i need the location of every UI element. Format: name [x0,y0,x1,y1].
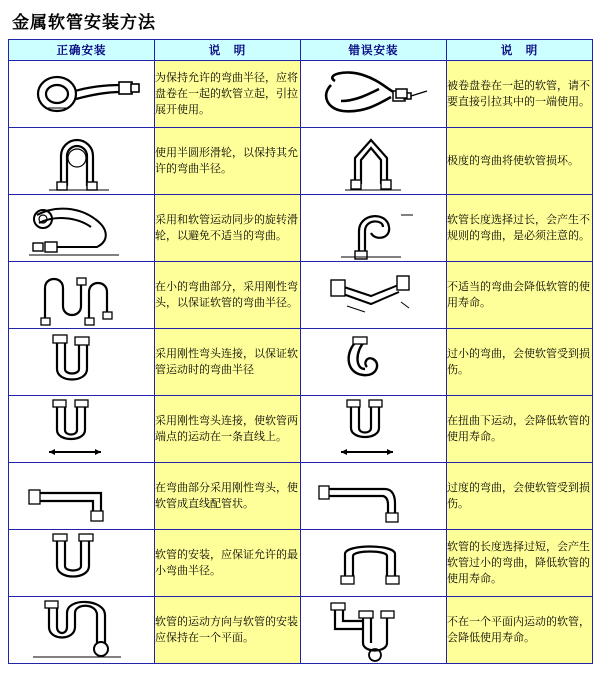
too-small-bend-icon [301,329,447,396]
out-of-plane-motion-diagram [301,597,445,663]
note-text: 在小的弯曲部分，采用刚性弯头，以保证软管的弯曲半径。 [155,262,301,329]
note-text: 为保持允许的弯曲半径，应将盘卷在一起的软管立起，引拉展开使用。 [155,61,301,128]
table-row [9,262,593,329]
sharp-bend-sheave-icon [301,128,447,195]
too-small-bend-diagram [301,329,445,395]
note-text: 极度的弯曲将使软管损坏。 [447,128,593,195]
table-row [9,195,593,262]
header-correct-install: 正确安装 [9,40,155,61]
table-row [9,396,593,463]
excess-length-small-bend-icon [301,530,447,597]
over-bending-icon [301,463,447,530]
note-text: 不在一个平面内运动的软管，会降低使用寿命。 [447,597,593,664]
table-row [9,61,593,128]
note-text: 被卷盘卷在一起的软管，请不要直接引拉其中的一端使用。 [447,61,593,128]
coiled-hose-upright-diagram [9,61,153,127]
semicircular-sheave-diagram [9,128,153,194]
rigid-elbow-connection-icon [9,329,155,396]
note-text: 软管长度选择过长，会产生不规则的弯曲，是必须注意的。 [447,195,593,262]
note-text: 软管的安装，应保证允许的最小弯曲半径。 [155,530,301,597]
note-text: 过小的弯曲，会使软管受到损伤。 [447,329,593,396]
coiled-hose-upright-icon [9,61,155,128]
table-header-row [9,40,593,61]
header-correct-note: 说 明 [155,40,301,61]
page-title: 金属软管安装方法 [12,13,156,33]
excess-length-loop-diagram [301,195,445,261]
sharp-bend-sheave-diagram [301,128,445,194]
synchronized-rotating-pulley-diagram [9,195,153,261]
rigid-elbow-connection-diagram [9,329,153,395]
same-plane-motion-diagram [9,597,153,663]
installation-methods-table [8,39,593,664]
minimum-bend-radius-diagram [9,530,153,596]
same-plane-motion-icon [9,597,155,664]
excess-length-small-bend-diagram [301,530,445,596]
note-text: 过度的弯曲，会使软管受到损伤。 [447,463,593,530]
excess-length-loop-icon [301,195,447,262]
header-wrong-install: 错误安装 [301,40,447,61]
table-row [9,463,593,530]
note-text: 采用和软管运动同步的旋转滑轮，以避免不适当的弯曲。 [155,195,301,262]
out-of-plane-motion-icon [301,597,447,664]
over-bending-diagram [301,463,445,529]
straight-line-motion-icon [9,396,155,463]
improper-bend-angle-icon [301,262,447,329]
rigid-bend-small-radius-icon [9,262,155,329]
table-row [9,597,593,664]
header-wrong-note: 说 明 [447,40,593,61]
coiled-hose-pulled-icon [301,61,447,128]
straight-pipe-rigid-elbow-icon [9,463,155,530]
semicircular-sheave-icon [9,128,155,195]
note-text: 采用刚性弯头连接，使软管两端点的运动在一条直线上。 [155,396,301,463]
coiled-hose-pulled-diagram [301,61,445,127]
straight-line-motion-diagram [9,396,153,462]
note-text: 在扭曲下运动，会降低软管的使用寿命。 [447,396,593,463]
twisting-motion-diagram [301,396,445,462]
note-text: 软管的长度选择过短，会产生软管过小的弯曲，降低软管的使用寿命。 [447,530,593,597]
improper-bend-angle-diagram [301,262,445,328]
table-row [9,530,593,597]
note-text: 采用刚性弯头连接，以保证软管运动时的弯曲半径 [155,329,301,396]
table-row [9,128,593,195]
note-text: 在弯曲部分采用刚性弯头，使软管成直线配管状。 [155,463,301,530]
rigid-bend-small-radius-diagram [9,262,153,328]
straight-pipe-rigid-elbow-diagram [9,463,153,529]
twisting-motion-icon [301,396,447,463]
note-text: 软管的运动方向与软管的安装应保持在一个平面。 [155,597,301,664]
minimum-bend-radius-icon [9,530,155,597]
synchronized-rotating-pulley-icon [9,195,155,262]
note-text: 不适当的弯曲会降低软管的使用寿命。 [447,262,593,329]
table-row [9,329,593,396]
note-text: 使用半圆形滑轮，以保持其允许的弯曲半径。 [155,128,301,195]
